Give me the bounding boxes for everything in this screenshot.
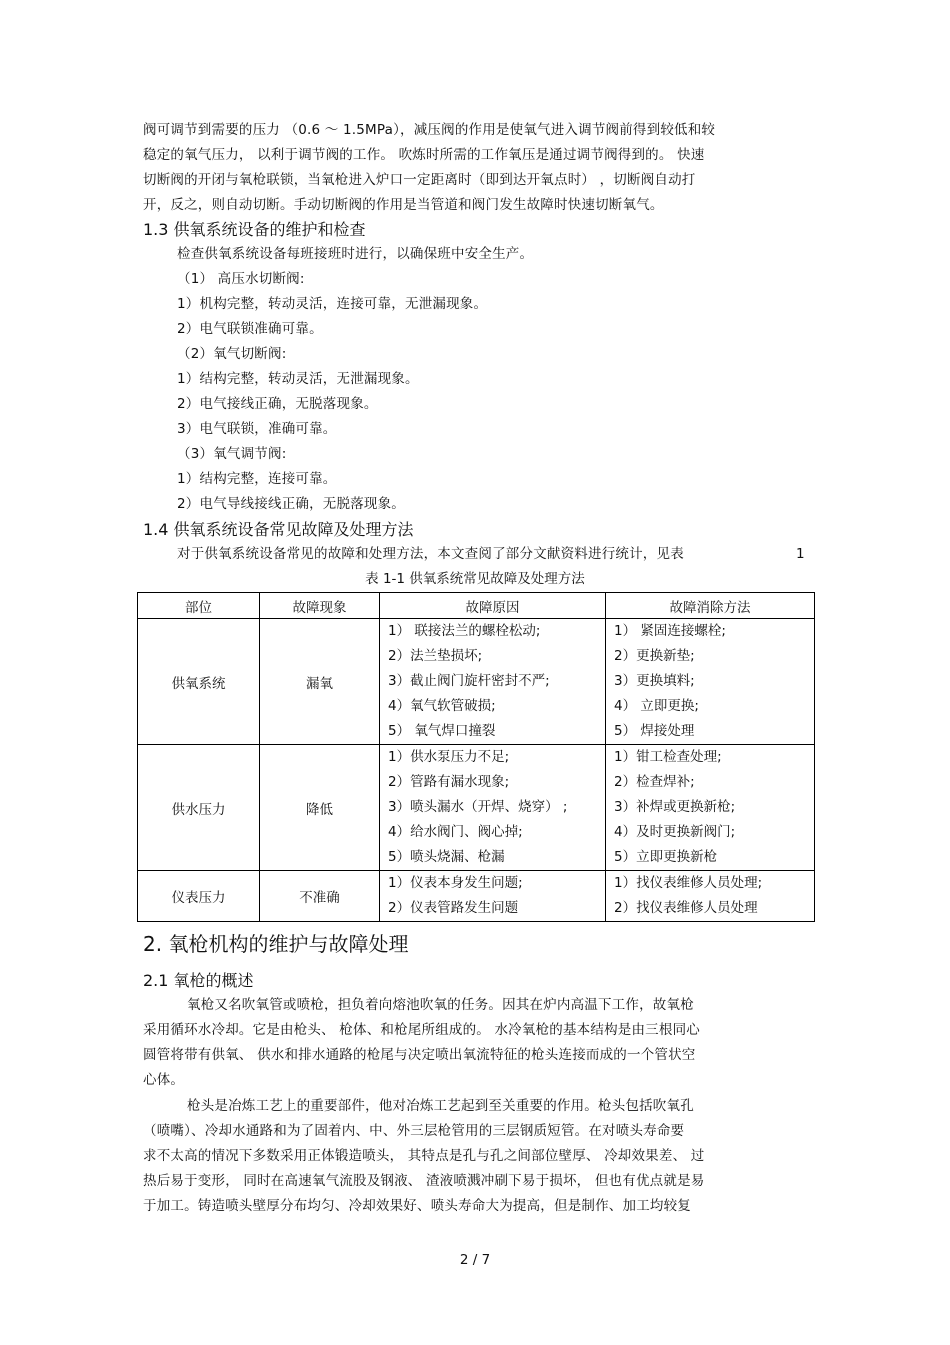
cause-item: 5）喷头烧漏、枪漏 <box>388 849 505 865</box>
page-number: 2 / 7 <box>459 1252 491 1268</box>
remedy-item: 4）及时更换新阀门; <box>614 824 736 840</box>
remedy-item: 1）找仪表维修人员处理; <box>614 875 763 891</box>
text-line: 圆管将带有供氧、 供水和排水通路的枪尾与决定喷出氧流特征的枪头连接而成的一个管状空 <box>143 1047 696 1063</box>
chapter-heading-2: 2. 氧枪机构的维护与故障处理 <box>143 932 409 956</box>
causes-cell <box>380 871 606 922</box>
text-line: 枪头是冶炼工艺上的重要部件，他对冶炼工艺起到至关重要的作用。枪头包括吹氧孔 <box>187 1098 694 1114</box>
causes-cell <box>380 745 606 871</box>
table-row <box>138 619 815 745</box>
fault-table <box>137 592 815 922</box>
remedy-item: 4） 立即更换; <box>614 698 699 714</box>
section-heading-2-1: 2.1 氧枪的概述 <box>143 971 254 990</box>
table-row <box>138 871 815 922</box>
cause-item: 4）氧气软管破损; <box>388 698 496 714</box>
cause-item: 2）仪表管路发生问题 <box>388 900 519 916</box>
remedy-item: 3）补焊或更换新枪; <box>614 799 736 815</box>
cause-item: 2）法兰垫损坏; <box>388 648 483 664</box>
list-item: （3）氧气调节阀: <box>177 446 287 462</box>
list-item: 1）结构完整，连接可靠。 <box>177 471 337 487</box>
cause-item: 1）供水泵压力不足; <box>388 749 510 765</box>
cause-item: 2）管路有漏水现象; <box>388 774 510 790</box>
remedy-item: 2）更换新垫; <box>614 648 695 664</box>
column-header: 故障消除方法 <box>606 593 815 619</box>
remedies-cell <box>606 619 815 745</box>
column-header: 故障现象 <box>260 593 380 619</box>
list-item: 2）电气导线接线正确，无脱落现象。 <box>177 496 405 512</box>
text-line: （喷嘴）、冷却水通路和为了固着内、中、外三层枪管用的三层钢质短管。在对喷头寿命要 <box>143 1123 685 1139</box>
text-line: 切断阀的开闭与氧枪联锁，当氧枪进入炉口一定距离时（即到达开氧点时） ，切断阀自动打 <box>143 172 696 188</box>
cause-item: 3）喷头漏水（开焊、烧穿） ; <box>388 799 568 815</box>
cause-item: 4）给水阀门、阀心掉; <box>388 824 523 840</box>
text-line: 心体。 <box>143 1072 185 1088</box>
remedies-cell <box>606 871 815 922</box>
remedy-item: 2）找仪表维修人员处理 <box>614 900 758 916</box>
table-caption: 表 1-1 供氧系统常见故障及处理方法 <box>365 571 585 587</box>
text-line: 氧枪又名吹氧管或喷枪，担负着向熔池吹氧的任务。因其在炉内高温下工作，故氧枪 <box>187 997 694 1013</box>
list-item: 1）结构完整，转动灵活，无泄漏现象。 <box>177 371 419 387</box>
part-cell: 供氧系统 <box>138 619 260 745</box>
list-item: 2）电气接线正确，无脱落现象。 <box>177 396 378 412</box>
symptom-cell: 降低 <box>260 745 380 871</box>
text-line: 采用循环水冷却。它是由枪头、 枪体、和枪尾所组成的。 水冷氧枪的基本结构是由三根同心 <box>143 1022 700 1038</box>
remedy-item: 1） 紧固连接螺栓; <box>614 623 726 639</box>
table-reference: 1 <box>796 546 805 562</box>
table-row <box>138 745 815 871</box>
remedy-item: 2）检查焊补; <box>614 774 695 790</box>
list-item: （2）氧气切断阀: <box>177 346 287 362</box>
text-line: 热后易于变形， 同时在高速氧气流股及钢液、 渣液喷溅冲刷下易于损坏， 但也有优点就是易 <box>143 1173 705 1189</box>
text-line: 开，反之，则自动切断。手动切断阀的作用是当管道和阀门发生故障时快速切断氧气。 <box>143 197 664 213</box>
cause-item: 1）仪表本身发生问题; <box>388 875 523 891</box>
causes-cell <box>380 619 606 745</box>
remedy-item: 1）钳工检查处理; <box>614 749 722 765</box>
section-intro: 对于供氧系统设备常见的故障和处理方法，本文查阅了部分文献资料进行统计，见表 <box>177 546 684 562</box>
remedy-item: 5）立即更换新枪 <box>614 849 718 865</box>
remedies-cell <box>606 745 815 871</box>
text-line: 稳定的氧气压力， 以利于调节阀的工作。 吹炼时所需的工作氧压是通过调节阀得到的。 快速 <box>143 147 705 163</box>
list-item: 3）电气联锁，准确可靠。 <box>177 421 337 437</box>
cause-item: 1） 联接法兰的螺栓松动; <box>388 623 541 639</box>
remedy-item: 3）更换填料; <box>614 673 695 689</box>
part-cell: 仪表压力 <box>138 871 260 922</box>
section-heading-1-4: 1.4 供氧系统设备常见故障及处理方法 <box>143 520 414 539</box>
column-header: 部位 <box>138 593 260 619</box>
part-cell: 供水压力 <box>138 745 260 871</box>
cause-item: 3）截止阀门旋杆密封不严; <box>388 673 550 689</box>
section-heading-1-3: 1.3 供氧系统设备的维护和检查 <box>143 220 366 239</box>
section-intro: 检查供氧系统设备每班接班时进行，以确保班中安全生产。 <box>177 246 534 262</box>
remedy-item: 5） 焊接处理 <box>614 723 695 739</box>
text-line: 阀可调节到需要的压力 （0.6 ～ 1.5MPa），减压阀的作用是使氧气进入调节阀前得到较低和较 <box>143 122 716 138</box>
list-item: 1）机构完整，转动灵活，连接可靠，无泄漏现象。 <box>177 296 488 312</box>
text-line: 于加工。铸造喷头壁厚分布均匀、冷却效果好、喷头寿命大为提高，但是制作、加工均较复 <box>143 1198 691 1214</box>
cause-item: 5） 氧气焊口撞裂 <box>388 723 496 739</box>
column-header: 故障原因 <box>380 593 606 619</box>
list-item: （1） 高压水切断阀: <box>177 271 305 287</box>
text-line: 求不太高的情况下多数采用正体锻造喷头， 其特点是孔与孔之间部位壁厚、 冷却效果差、 过 <box>143 1148 705 1164</box>
symptom-cell: 漏氧 <box>260 619 380 745</box>
table-header-row <box>138 593 815 619</box>
list-item: 2）电气联锁准确可靠。 <box>177 321 323 337</box>
symptom-cell: 不准确 <box>260 871 380 922</box>
